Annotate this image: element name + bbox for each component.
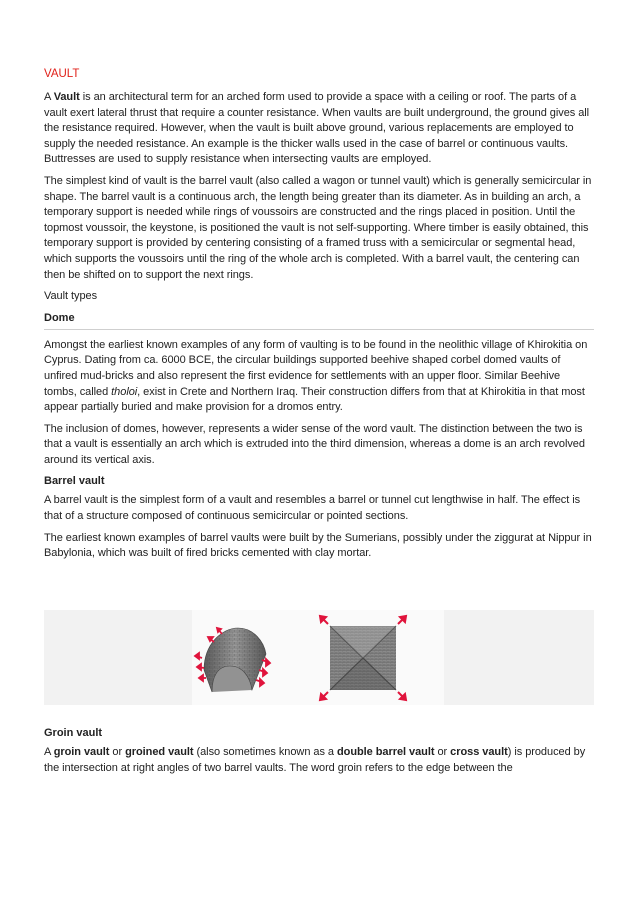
intro-paragraph-2: The simplest kind of vault is the barrel vault (also called a wagon or tunnel vault) which is generally semicircular in shape. The barrel vault is a continuous arch, the length being greater than its diameter. As in building an arch, a temporary support is needed while rings of voussoirs are constructed and the rings placed in position. Until the topmost voussoir, the keystone, is positioned the vault is not self-supporting. Where timber is easily obtained, this temporary support is provided by centering consisting of a framed truss with a semicircular or segmental head, which supports the voussoirs until the ring of the whole arch is completed. With a barrel vault, the centering can then be shifted on to support the next rings.	[44, 174, 592, 281]
italic-term-tholoi: tholoi	[111, 385, 138, 398]
bold-term-double-barrel-vault: double barrel vault	[337, 746, 435, 758]
barrel-paragraph-2: The earliest known examples of barrel vaults were built by the Sumerians, possibly under the ziggurat at Nippur in Babylonia, which was built of fired bricks cemented with clay mortar.	[44, 531, 592, 560]
text-span: is an architectural term for an arched form used to provide a space with a ceiling or roof. The parts of a vault exert lateral thrust that require a counter resistance. When vaults are built underground, the ground gives all the resistance required. However, when the vault is built above ground, various replacements are employed to supply the needed resistance. An example is the thicker walls used in the case of barrel or continuous vaults. Buttresses are used to supply resistance when intersecting vaults are employed.	[44, 91, 590, 166]
barrel-vault-heading: Barrel vault	[44, 475, 105, 488]
text-span: A	[44, 746, 54, 758]
bold-term-cross-vault: cross vault	[450, 746, 508, 758]
page-title: VAULT	[44, 68, 80, 80]
text-span: , exist in Crete and Northern Iraq. Their construction differs from that at Khirokitia in that most appear partially buried and make provision for a dromos entry.	[44, 385, 585, 414]
bold-term-vault: Vault	[53, 91, 80, 103]
bold-term-groin-vault: groin vault	[53, 746, 110, 758]
text-span: or	[434, 746, 451, 758]
dome-heading: Dome	[44, 311, 594, 330]
text-span: Amongst the earliest known examples of any form of vaulting is to be found in the neolithic village of Khirokitia on Cyprus. Dating from ca. 6000 BCE, the circular buildings supported beehive shaped corbel domed vaults of unfired mud-bricks and also represent the first evidence for settlements with an upper floor. Similar Beehive tombs, called	[44, 338, 588, 398]
gallery-panel	[294, 610, 444, 705]
groin-vault-section	[44, 726, 594, 782]
barrel-vault-diagram	[192, 610, 294, 705]
groin-vault-diagram	[294, 610, 444, 705]
groin-paragraph-1	[44, 745, 594, 776]
dome-paragraph-1	[44, 338, 594, 416]
vault-figure-gallery	[44, 610, 594, 705]
document-body	[44, 66, 594, 568]
gallery-panel	[444, 610, 594, 705]
gallery-panel	[44, 610, 192, 705]
text-span: (also sometimes known as a	[193, 746, 337, 758]
barrel-paragraph-1: A barrel vault is the simplest form of a vault and resembles a barrel or tunnel cut lengthwise in half. The effect is that of a structure composed of continuous semicircular or pointed sections.	[44, 494, 581, 523]
intro-paragraph-1	[44, 90, 594, 168]
vault-types-label: Vault types	[44, 290, 98, 303]
text-span: or	[109, 746, 126, 758]
bold-term-groined-vault: groined vault	[125, 746, 194, 758]
text-span: A	[44, 91, 54, 103]
text-span: ) is produced by the intersection at right angles of two barrel vaults. The word groin refers to the edge between the	[44, 746, 586, 774]
gallery-panel	[192, 610, 294, 705]
groin-vault-heading: Groin vault	[44, 727, 103, 739]
dome-paragraph-2: The inclusion of domes, however, represents a wider sense of the word vault. The distinction between the two is that a vault is essentially an arch which is extruded into the third dimension, whereas a dome is an arch revolved around its vertical axis.	[44, 422, 585, 466]
